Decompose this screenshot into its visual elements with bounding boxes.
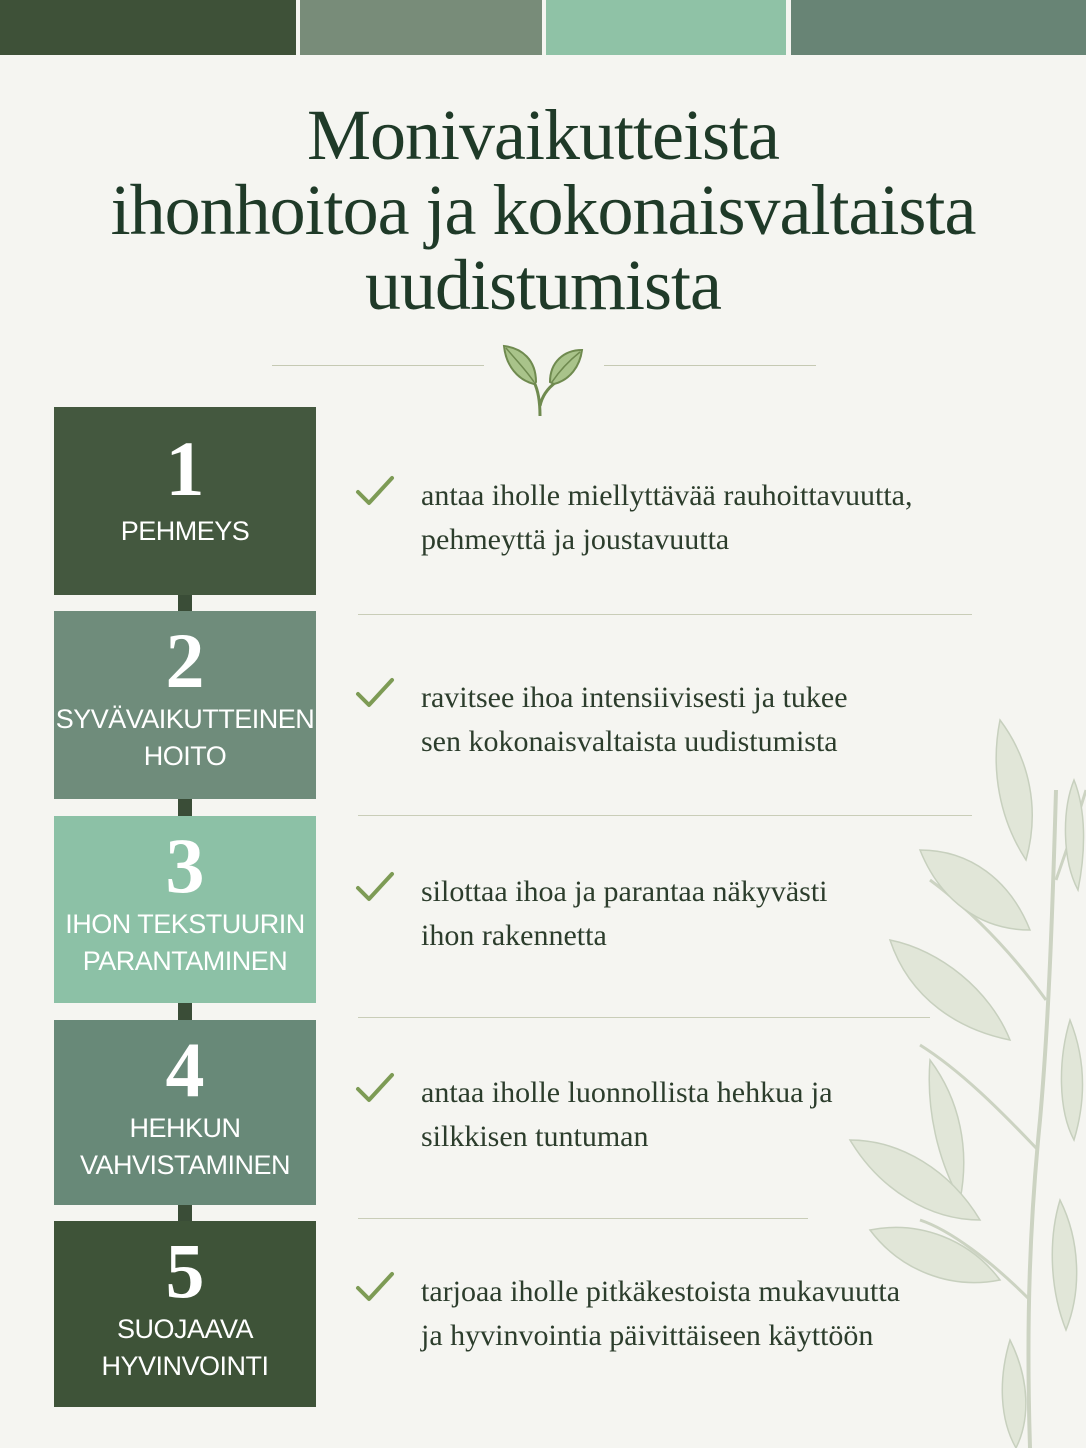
step-4-card [54,1020,316,1205]
step-label: IHON TEKSTUURIN PARANTAMINEN [65,909,305,976]
step-number: 1 [165,425,205,512]
step-2-card [54,611,316,799]
benefit-text: ravitsee ihoa intensiivisesti ja tukee sen kokonaisvaltaista uudistumista [421,681,848,758]
step-label: SUOJAAVA HYVINVOINTI [101,1314,269,1381]
benefit-text: antaa iholle luonnollista hehkua ja silkkisen tuntuman [421,1076,833,1153]
check-icon [355,676,395,710]
check-icon [355,870,395,904]
check-icon [355,474,395,508]
step-number: 5 [165,1227,205,1314]
row-separator [358,1218,808,1219]
benefit-text: tarjoaa iholle pitkäkestoista mukavuutta ja hyvinvointia päivittäiseen käyttöön [421,1275,901,1352]
step-5-card [54,1221,316,1407]
step-label: HEHKUN VAHVISTAMINEN [79,1113,291,1180]
row-separator [358,815,972,816]
divider-line-left [272,365,484,366]
check-icon [355,1071,395,1105]
step-number: 3 [165,822,205,909]
band-segment-mint [546,0,786,55]
benefit-text: silottaa ihoa ja parantaa näkyvästi ihon rakennetta [421,875,828,952]
benefit-text: antaa iholle miellyttävää rauhoittavuutta, pehmeyttä ja joustavuutta [421,479,913,556]
step-3-card [54,816,316,1003]
step-number: 2 [165,617,205,704]
band-segment-sage [300,0,542,55]
row-separator [358,614,972,615]
step-1-card [54,407,316,595]
step-label: SYVÄVAIKUTTEINEN HOITO [55,704,315,771]
divider-line-right [604,365,816,366]
sprout-icon [500,340,586,420]
band-segment-dark [0,0,296,55]
band-segment-muted [791,0,1086,55]
step-number: 4 [165,1026,205,1113]
page-title: Monivaikutteista ihonhoitoa ja kokonaisvaltaista uudistumista [110,95,976,325]
top-color-band [0,0,1086,55]
step-label: PEHMEYS [120,516,250,546]
row-separator [358,1017,930,1018]
check-icon [355,1270,395,1304]
